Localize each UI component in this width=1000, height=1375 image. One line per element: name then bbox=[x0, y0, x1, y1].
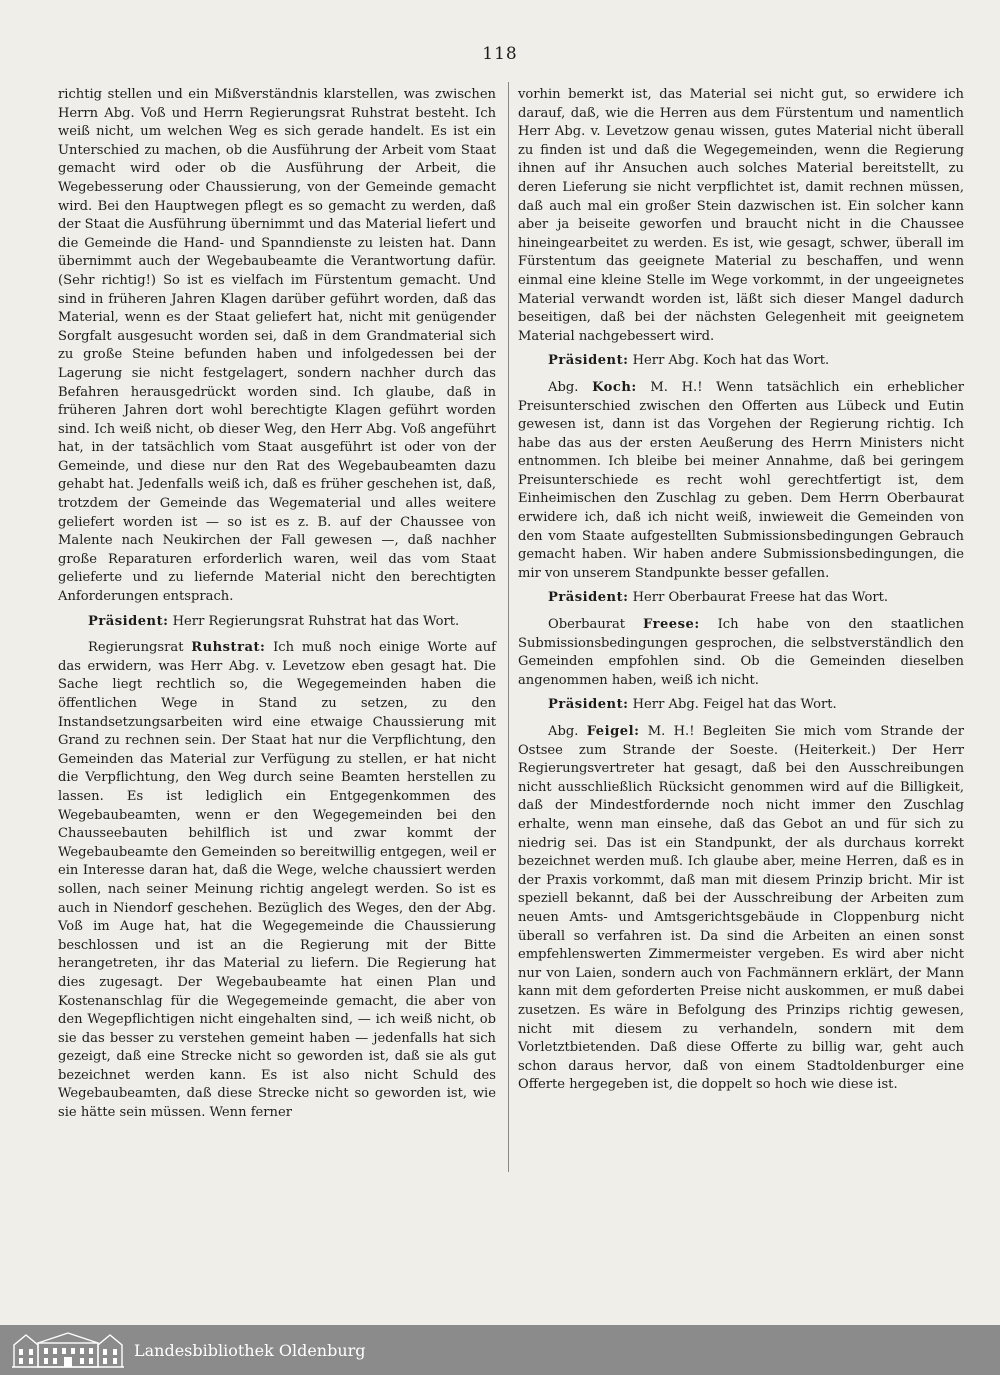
speaker-text: Ich muß noch einige Worte auf das erwidern, was Herr Abg. v. Levetzow eben gesagt hat. Die Sache liegt rechtlich so, die Wegegemeinden haben die öffentlichen Wege in Stand zu setzen, zu den Instandsetzungsarbeiten wird eine etwaige Chaussierung mit Grand zu rechnen sein. Der Staat hat nur die Verpflichtung, den Gemeinden das Material zur Verfügung zu stellen, er hat nicht die Verpflichtung, den Weg durch seine Beamten herstellen zu lassen. Es ist lediglich ein Entgegenkommen des Wegebaubeamten, wenn er den Wegegemeinden bei den Chausseebauten behilflich ist und zwar kommt der Wegebaubeamte den Gemeinden so bereitwillig entgegen, weil er ein Interesse daran hat, daß die Wege, welche chaussiert werden sollen, nach seiner Meinung richtig angelegt werden. So ist es auch in Niendorf geschehen. Bezüglich des Weges, den der Abg. Voß im Auge hat, hat die Wegegemeinde die Chaussierung beschlossen und ist an die Regierung mit der Bitte herangetreten, ihr das Material zu liefern. Die Regierung hat dies zugesagt. Der Wegebaubeamte hat einen Plan und Kostenanschlag für die Wegegemeinde gemacht, die aber von den Wegepflichtigen nicht eingehalten sind, — ich weiß nicht, ob sie das besser zu verstehen gemeint haben — jedenfalls hat sich gezeigt, daß eine Strecke nicht so geworden ist, daß sie als gut bezeichnet werden kann. Es ist also nicht Schuld des Wegebaubeamten, daß diese Strecke nicht so geworden ist, wie sie hätte sein müssen. Wenn ferner bbox=[58, 640, 497, 1121]
right-column bbox=[518, 86, 964, 1098]
right-paragraph-5 bbox=[518, 616, 964, 690]
speaker-text: Ich habe von den staatlichen Submissionsbedingungen gesprochen, die selbstverständlich den Gemeinden empfohlen sind. Ob die Gemeinden dieselben angenommen haben, weiß ich nicht. bbox=[518, 617, 964, 688]
speaker-label: Freese: bbox=[643, 617, 700, 633]
page-number: 118 bbox=[482, 44, 518, 64]
speaker-text: Herr Oberbaurat Freese hat das Wort. bbox=[632, 590, 889, 606]
library-name: Landesbibliothek Oldenburg bbox=[134, 1340, 366, 1360]
speaker-prefix: Abg. bbox=[548, 379, 579, 395]
right-paragraph-7 bbox=[518, 723, 964, 1095]
column-divider bbox=[508, 82, 509, 1172]
speaker-label: Präsident: bbox=[548, 590, 629, 606]
left-column bbox=[58, 86, 496, 1126]
right-paragraph-4 bbox=[518, 589, 964, 608]
speaker-label: Präsident: bbox=[548, 353, 629, 369]
right-paragraph-3 bbox=[518, 379, 964, 584]
left-paragraph-1: richtig stellen und ein Mißverständnis klarstellen, was zwischen Herrn Abg. Voß und Herrn Regierungsrat Ruhstrat besteht. Ich weiß nicht, um welchen Weg es sich gerade handelt. Es ist ein Unterschied zu machen, ob die Ausführung der Arbeit vom Staat gemacht wird oder ob die Ausführung der Arbeit, die Wegebesserung oder Chaussierung, von der Gemeinde gemacht wird. Bei den Hauptwegen pflegt es so gemacht zu werden, daß der Staat die Ausführung übernimmt und das Material liefert und die Gemeinde die Hand- und Spanndienste zu leisten hat. Dann übernimmt auch der Wegebaubeamte die Verantwortung dafür. (Sehr richtig!) So ist es vielfach im Fürstentum gemacht. Und sind in früheren Jahren Klagen darüber geführt worden, daß das Material, wenn es der Staat geliefert hat, nicht mit genügender Sorgfalt ausgesucht worden sei, daß in dem Grandmaterial sich zu große Steine befunden haben und infolgedessen bei der Lagerung sie nicht festgelagert, sondern nachher durch das Befahren herausgedrückt worden sind. Ich glaube, daß in früheren Jahren dort wohl berechtigte Klagen geführt worden sind. Ich weiß nicht, ob dieser Weg, den Herr Abg. Voß angeführt hat, in der tatsächlich vom Staat ausgeführt ist oder von der Gemeinde, und diese nur den Rat des Wegebaubeamten dazu gehabt hat. Jedenfalls weiß ich, daß es früher geschehen ist, daß, trotzdem der Gemeinde das Wegematerial und alles weitere geliefert worden ist — so ist es z. B. auf der Chaussee von Malente nach Neukirchen der Fall gewesen —, daß nachher große Reparaturen erforderlich waren, weil das vom Staat gelieferte und zu liefernde Material nicht den berechtigten Anforderungen entsprach. bbox=[58, 87, 496, 605]
speaker-label: Präsident: bbox=[548, 697, 629, 713]
left-paragraph-3 bbox=[58, 639, 496, 1122]
right-paragraph-1: vorhin bemerkt ist, das Material sei nicht gut, so erwidere ich darauf, daß, wie die Herren aus dem Fürstentum und namentlich Herr Abg. v. Levetzow genau wissen, gutes Material nicht überall zu finden ist und daß die Wegegemeinden, wenn die Regierung ihnen auf ihr Ansuchen auch solches Material bereitstellt, zu deren Lieferung sie nicht verpflichtet ist, damit rechnen müssen, daß auch mal ein großer Stein dazwischen ist. Ein solcher kann aber ja beiseite geworfen und braucht nicht in die Chaussee hineingearbeitet zu werden. Es ist, wie gesagt, schwer, überall im Fürstentum das geeignete Material zu beschaffen, und wenn einmal eine kleine Stelle im Wege vorkommt, in der ungeeignetes Material verwandt worden ist, läßt sich dieser Mangel dadurch beseitigen, daß bei der nächsten Gelegenheit mit geeignetem Material nachgebessert wird. bbox=[518, 87, 964, 344]
right-paragraph-6 bbox=[518, 696, 964, 715]
speaker-label: Koch: bbox=[592, 379, 637, 395]
speaker-label: Feigel: bbox=[586, 724, 640, 739]
left-paragraph-2 bbox=[58, 613, 496, 632]
speaker-prefix: Abg. bbox=[548, 724, 579, 739]
speaker-label: Präsident: bbox=[88, 613, 169, 629]
right-paragraph-2 bbox=[518, 352, 964, 371]
speaker-text: Herr Abg. Koch hat das Wort. bbox=[632, 353, 830, 369]
speaker-prefix: Oberbaurat bbox=[548, 617, 626, 633]
speaker-text: Herr Abg. Feigel hat das Wort. bbox=[632, 697, 837, 713]
speaker-label: Ruhstrat: bbox=[191, 640, 266, 656]
speaker-text: M. H.! Wenn tatsächlich ein erheblicher Preisunterschied zwischen den Offerten aus Lübeck und Eutin gewesen ist, dann ist das Vorgehen der Regierung richtig. Ich habe das aus der ersten Aeußerung des Herrn Ministers nicht entnommen. Ich bleibe bei meiner Annahme, daß bei geringem Preisunterschiede es recht wohl gerechtfertigt ist, dem Einheimischen den Zuschlag zu geben. Dem Herrn Oberbaurat erwidere ich, daß ich nicht weiß, inwieweit die Gemeinden von den vom Staate aufgestellten Submissionsbedingungen Gebrauch gemacht haben. Wir haben andere Submissionsbedingungen, die mir von unserem Standpunkte besser gefallen. bbox=[518, 379, 964, 581]
speaker-text: M. H.! Begleiten Sie mich vom Strande der Ostsee zum Strande der Soeste. (Heiterkeit.) Der Herr Regierungsvertreter hat gesagt, daß bei den Ausschreibungen nicht ausschließlich Rücksicht genommen wird auf die Billigkeit, daß der Mindestfordernde noch nicht immer den Zuschlag erhalte, wenn man einsehe, daß das Gebot an und für sich zu niedrig sei. Das ist ein Standpunkt, der als durchaus korrekt bezeichnet werden muß. Ich glaube aber, meine Herren, daß es in der Praxis vorkommt, daß man mit diesem Prinzip bricht. Mir ist speziell bekannt, daß bei der Ausschreibung der Arbeiten zum neuen Amts- und Amtsgerichtsgebäude in Cloppenburg nicht überall so verfahren ist. Da sind die Arbeiten an einen sonst empfehlenswerten Zimmermeister vergeben. Es wird aber nicht nur von Laien, sondern auch von Fachmännern erklärt, der Mann kann mit dem geforderten Preise nicht auskommen, er muß dabei zusetzen. Es wäre in Befolgung des Prinzips richtig gewesen, nicht mit diesem zu verhandeln, sondern mit dem Vorletztbietenden. Daß diese Offerte zu billig war, geht auch schon daraus hervor, daß von einem Stadtoldenburger eine Offerte hergegeben ist, die doppelt so hoch wie diese ist. bbox=[518, 724, 964, 1093]
library-footer bbox=[0, 1325, 1000, 1375]
library-building-icon bbox=[12, 1331, 124, 1369]
speaker-text: Herr Regierungsrat Ruhstrat hat das Wort. bbox=[172, 613, 460, 629]
speaker-prefix: Regierungsrat bbox=[88, 640, 184, 656]
